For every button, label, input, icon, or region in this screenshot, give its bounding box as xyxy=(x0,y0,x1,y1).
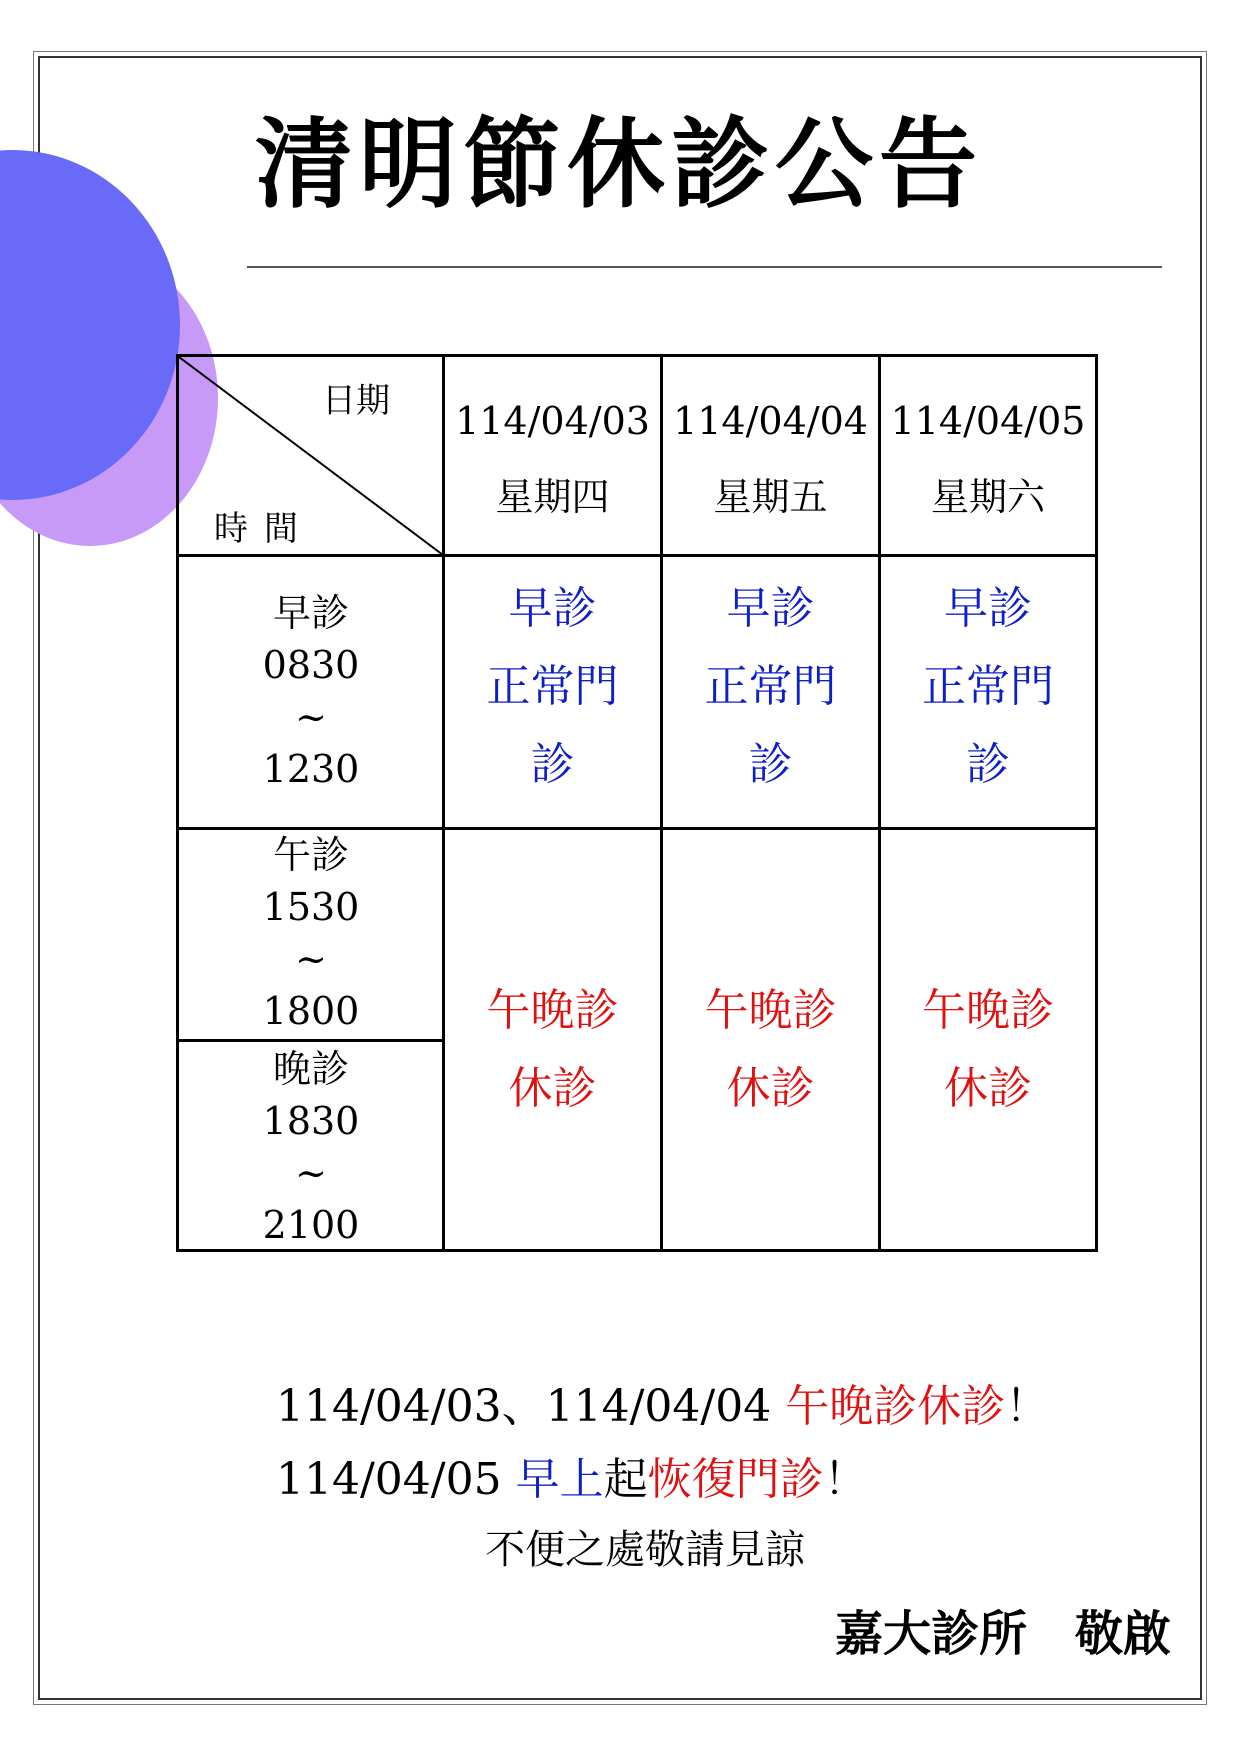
header-date: 114/04/03 xyxy=(455,399,650,443)
status-line: 正常門 xyxy=(922,661,1054,712)
time-start: 1530 xyxy=(262,885,360,929)
status-line: 正常門 xyxy=(486,661,619,712)
status-line: 午晚診 xyxy=(486,985,619,1036)
notice-punct: ！ xyxy=(1005,1381,1050,1432)
time-label-morning xyxy=(179,587,443,795)
notice-from-text: 起 xyxy=(603,1454,648,1505)
notice-apology: 不便之處敬請見諒 xyxy=(485,1527,805,1573)
time-tilde: ~ xyxy=(295,937,327,981)
status-line: 休診 xyxy=(508,1063,597,1114)
time-end: 1800 xyxy=(262,989,360,1033)
morning-status-day-1 xyxy=(445,570,660,804)
notice-date: 114/04/05 xyxy=(276,1454,516,1505)
time-start: 1830 xyxy=(262,1099,360,1143)
status-line: 休診 xyxy=(944,1063,1032,1114)
time-name: 晚診 xyxy=(272,1047,349,1091)
header-day-3 xyxy=(881,383,1095,535)
time-name: 早診 xyxy=(272,591,349,635)
status-line: 早診 xyxy=(726,583,815,634)
header-weekday: 星期六 xyxy=(930,475,1045,519)
time-tilde: ~ xyxy=(295,1151,327,1195)
time-label-afternoon xyxy=(179,829,443,1037)
corner-time-label: 時間 xyxy=(214,509,314,549)
status-line: 午晚診 xyxy=(922,985,1054,1036)
time-label-evening xyxy=(179,1043,443,1251)
notice-closed-text: 午晚診休診 xyxy=(785,1381,1006,1432)
notice-dates: 114/04/03、114/04/04 xyxy=(276,1381,786,1432)
header-day-2 xyxy=(663,383,878,535)
schedule-table xyxy=(176,354,1098,1252)
time-end: 1230 xyxy=(262,747,360,791)
page-title: 清明節休診公告 xyxy=(255,108,984,222)
notice-line-1 xyxy=(276,1377,1049,1437)
status-line: 休診 xyxy=(726,1063,815,1114)
time-start: 0830 xyxy=(262,643,360,687)
notice-resume-text: 恢復門診 xyxy=(647,1454,824,1505)
pm-status-day-2 xyxy=(663,972,878,1128)
status-line: 早診 xyxy=(944,583,1032,634)
title-divider xyxy=(247,266,1162,268)
status-line: 午晚診 xyxy=(704,985,837,1036)
notice-line-2 xyxy=(276,1450,868,1510)
grid-line xyxy=(179,1039,443,1042)
status-line: 診 xyxy=(966,739,1010,790)
header-weekday: 星期四 xyxy=(495,475,610,519)
status-line: 診 xyxy=(530,739,575,790)
pm-status-day-3 xyxy=(881,972,1095,1128)
header-day-1 xyxy=(445,383,660,535)
header-date: 114/04/05 xyxy=(890,399,1086,443)
status-line: 診 xyxy=(748,739,793,790)
header-date: 114/04/04 xyxy=(673,399,868,443)
time-name: 午診 xyxy=(272,833,349,877)
time-end: 2100 xyxy=(262,1203,360,1247)
status-line: 早診 xyxy=(508,583,597,634)
time-tilde: ~ xyxy=(295,695,327,739)
pm-status-day-1 xyxy=(445,972,660,1128)
notice-morning-text: 早上 xyxy=(515,1454,604,1505)
header-weekday: 星期五 xyxy=(713,475,828,519)
corner-date-label: 日期 xyxy=(322,381,390,421)
notice-punct: ！ xyxy=(823,1454,868,1505)
signature: 嘉大診所 敬啟 xyxy=(835,1606,1172,1662)
status-line: 正常門 xyxy=(704,661,837,712)
morning-status-day-3 xyxy=(881,570,1095,804)
morning-status-day-2 xyxy=(663,570,878,804)
